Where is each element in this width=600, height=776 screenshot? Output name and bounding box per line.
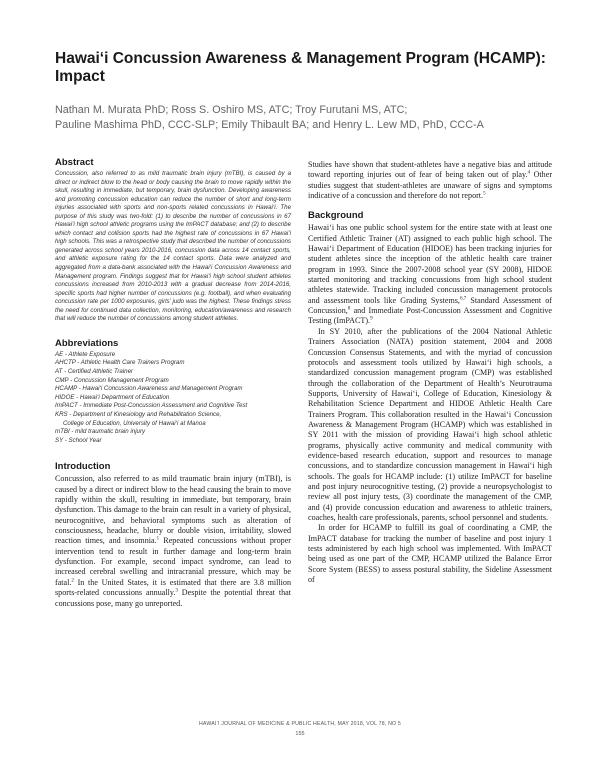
abbreviation-item: College of Education, University of Hawai‘i at Manoa — [63, 419, 206, 427]
abstract-heading: Abstract — [55, 157, 94, 168]
abbreviation-item: SY - School Year — [55, 436, 102, 444]
right-column — [308, 157, 552, 585]
left-column — [55, 157, 291, 609]
page-number: 155 — [295, 731, 305, 737]
abbreviation-item: HCAMP - Hawai‘i Concussion Awareness and Management Program — [55, 385, 243, 393]
introduction-heading: Introduction — [55, 461, 111, 473]
abbreviation-item: AT - Certified Athletic Trainer — [55, 368, 134, 376]
abbreviation-item: AE - Athlete Exposure — [55, 350, 116, 358]
abstract-text: Concussion, also referred to as mild traumatic brain injury (mTBI), is caused by a direct or indirect blow to the head or body causing the brain to move rapidly within the skull, resulting in immediate, but temporary, brain dysfunction. Developing awareness and promoting concussion education can reduce the number of short and long-term injuries associated with sports and non-sports related concussions in Hawai‘i. The purpose of this study was two-fold: (1) to describe the number of concussions in 67 Hawai‘i high school athletic programs using the ImPACT database; and (2) to describe which contact and collision sports had the highest rate of concussions in 67 Hawai‘i high schools. This was a retrospective study that described the number of concussions generated across school years 2010-2016, concussion data across 14 contact sports, and athletic exposure rating for the 14 contact sports. Data were analyzed and aggregated from a data-bank associated with the Hawai‘i Concussion Awareness and Management program. Findings suggest that for Hawai‘i high school student athletes concussions increased from 2010-2013 with a gradual decrease from 2014-2016, specific sports had higher number of concussions (e.g. football), and when evaluating concussion rate per 1000 exposures, girls’ judo was the highest. These findings stress the need for continued data collection, monitoring, education/awareness and research that will reduce the number of concussions among student athletes. — [55, 170, 291, 323]
background-paragraph-1: Hawai‘i has one public school system for the entire state with at least one Certified Athletic Trainer (AT) assigned to each public high school. The Hawai‘i Department of Education (HIDOE) has been tracking injuries for student athletes since the inception of the athletic health care trainer program in 1993. Since the 2007-2008 school year (SY 2008), HIDOE started monitoring and tracking concussions from high school student athletes statewide. Tracking included concussion management protocols and assessment tools like Grading Systems,$^{6,7}$ Standard Assessment of Concussion,$^8$ and Immediate Post-Concussion Assessment and Cognitive Testing (ImPACT).$^9$ — [308, 223, 552, 326]
author-list — [55, 103, 555, 132]
abbreviation-item: mTBI - mild traumatic brain injury — [55, 428, 146, 436]
abbreviation-item: AHCTP - Athletic Health Care Trainers Program — [55, 359, 185, 367]
article-title: Hawai‘i Concussion Awareness & Management Program (HCAMP): Impact — [55, 50, 546, 85]
abbreviations-heading: Abbreviations — [55, 337, 119, 349]
abbreviation-item: ImPACT - Immediate Post-Concussion Assessment and Cognitive Test — [55, 402, 248, 410]
author-line-2: Pauline Mashima PhD, CCC-SLP; Emily Thibault BA; and Henry L. Lew MD, PhD, CCC-A — [55, 118, 484, 131]
abbreviations-list — [55, 351, 291, 446]
author-line-1: Nathan M. Murata PhD; Ross S. Oshiro MS, ATC; Troy Furutani MS, ATC; — [55, 104, 408, 116]
background-paragraph-2: In SY 2010, after the publications of the 2004 National Athletic Trainers Association (NATA) position statement, 2004 and 2008 Concussion Consensus Statements, and with the myriad of concussion protocols and assessment tools utilized by Hawai‘i high schools, a standardized concussion management program (CMP) was established through the collaboration of the Department of Health’s Neurotrauma Supports, University of Hawai‘i, College of Education, Kinesiology & Rehabilitation Science Department and HIDOE Athletic Health Care Trainers Program. This collaboration resulted in the Hawai‘i Concussion Awareness & Management Program (HCAMP) which was established in SY 2011 with the mission of providing Hawai‘i high school athletic programs, physically active community and medical community with evidence-based research education, support and resources to manage concussions, and to standardize concussion management in Hawai‘i high schools. The goals for HCAMP include: (1) utilize ImPACT for baseline and post injury neurocognitive testing, (2) provide a neuropsychologist to review all post injury tests, (3) coordinate the management of the CMP, and (4) provide concussion education and awareness to athletic trainers, coaches, health care professionals, parents, school personnel and students. — [308, 326, 552, 522]
abbreviation-item: HIDOE - Hawai‘i Department of Education — [55, 393, 170, 401]
introduction-paragraph: Concussion, also referred to as mild traumatic brain injury (mTBI), is caused by a direct or indirect blow to the head causing the brain to move rapidly within the skull, resulting in immediate, but temporary, brain dysfunction. This damage to the brain can result in a variety of physical, neurocognitive, and behavioral symptoms such as alteration of consciousness, headache, blurry or double vision, irritability, slowed reaction times, and insomnia.$^1$ Repeated concussions without proper intervention tend to result in further damage and long-term brain dysfunction. For example, second impact syndrome, can lead to increased cerebral swelling and intracranial pressure, which may be fatal.$^2$ In the United States, it is estimated that there are 3.8 million sports-related concussions annually.$^3$ Despite the potential threat that concussions pose, many go unreported. — [55, 474, 291, 608]
intro-continued-paragraph: Studies have shown that student-athletes have a negative bias and attitude toward reporting injuries out of fear of being taken out of play.$^4$ Other studies suggest that student-athletes are unaware of signs and symptoms indicative of a concussion and therefore do not report.$^5$ — [308, 160, 553, 201]
abbreviation-item: CMP - Concussion Management Program — [55, 376, 169, 384]
background-paragraph-3: In order for HCAMP to fulfill its goal of coordinating a CMP, the ImPACT database for tracking the number of baseline and post injury 1 tests administered by each high school was implemented. With ImPACT being used as one part of the CMP, HCAMP utilized the Balance Error Score System (BESS) to assess postural stability, the Sideline Assessment of — [308, 523, 552, 585]
background-heading: Background — [308, 210, 364, 222]
journal-footer: HAWAI‘I JOURNAL OF MEDICINE & PUBLIC HEALTH, MAY 2018, VOL 78, NO 5 — [198, 721, 402, 727]
abbreviation-item: KRS - Department of Kinesiology and Rehabilitation Science, — [55, 411, 222, 418]
